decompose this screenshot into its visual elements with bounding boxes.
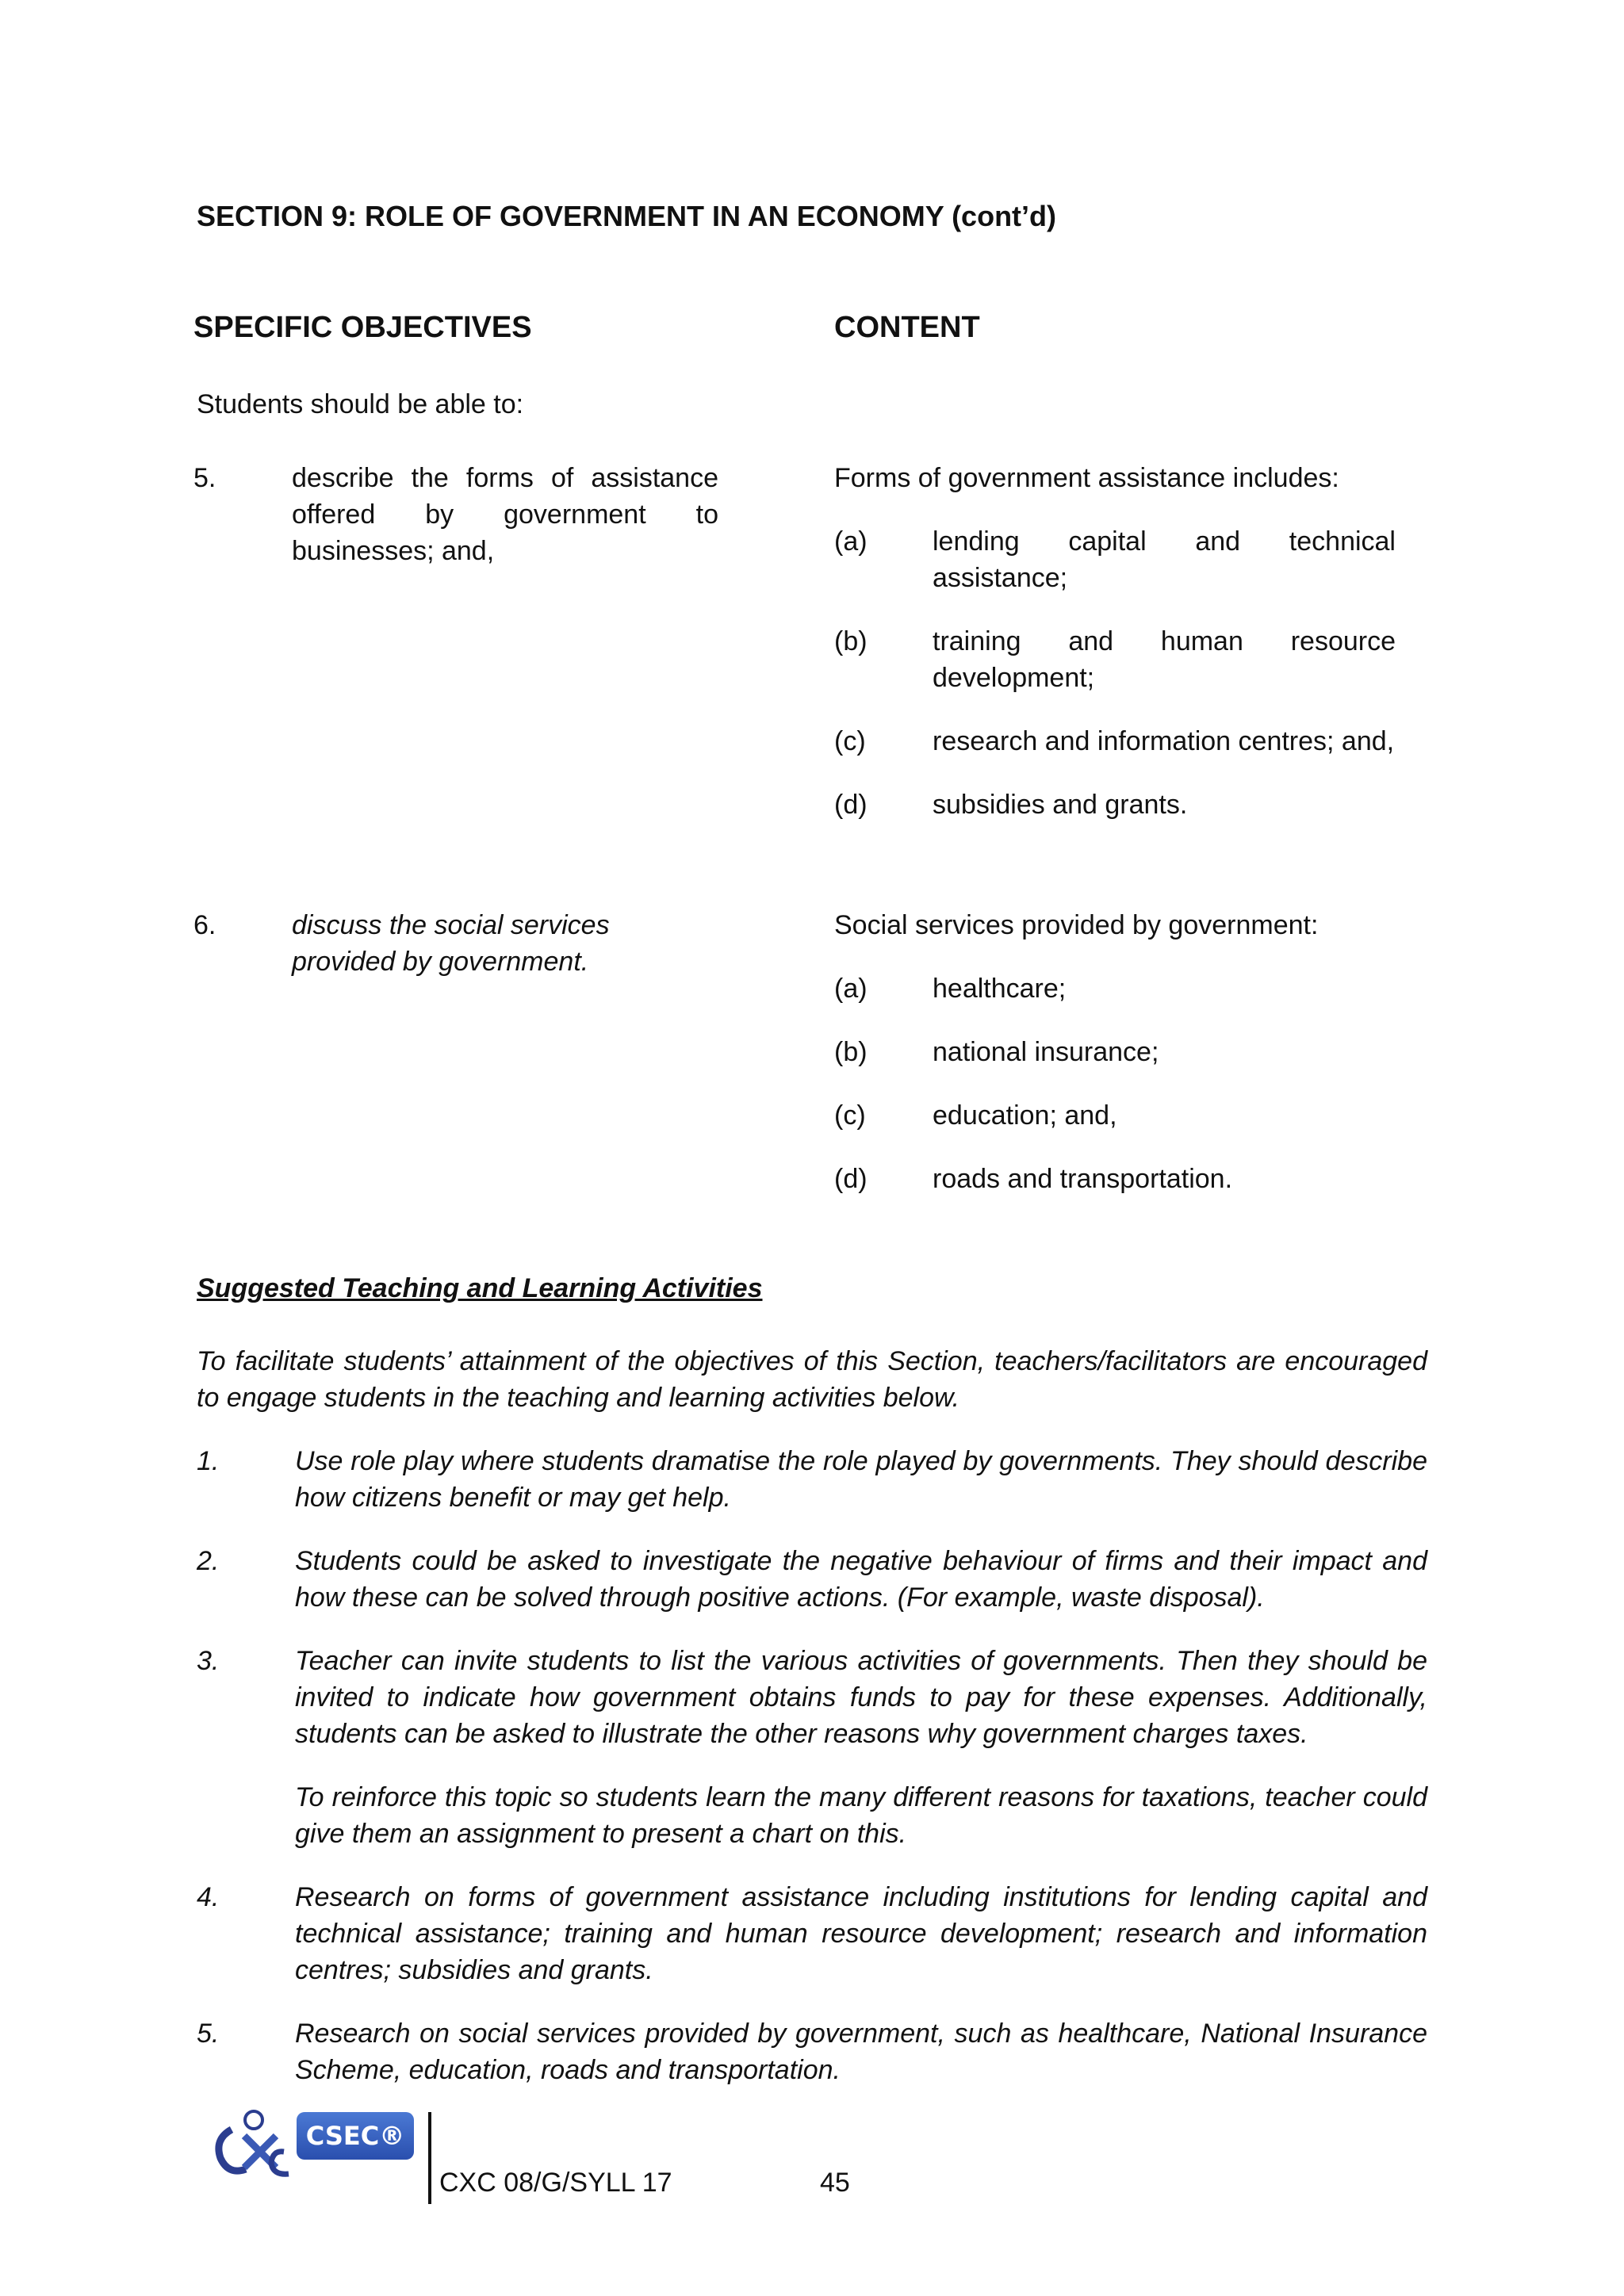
objective-item	[193, 907, 718, 980]
page-number: 45	[820, 2168, 850, 2198]
activity-number: 4.	[197, 1882, 220, 1912]
content-item-text: subsidies and grants.	[933, 790, 1188, 820]
content-item-text: healthcare;	[933, 974, 1067, 1004]
footer-divider	[428, 2112, 431, 2204]
activity-item	[197, 1443, 1427, 1516]
activity-number: 1.	[197, 1446, 220, 1476]
content-header: CONTENT	[834, 311, 980, 344]
activity-text: Research on forms of government assistance including institutions for lending capital and technical assistance; training and human resource development; research and information centres; subsidies and grants.	[295, 1882, 1427, 1985]
content-item-text: research and information centres; and,	[933, 726, 1395, 756]
content-item	[834, 1161, 1396, 1197]
content-item	[834, 970, 1396, 1007]
objective-text: discuss the social services provided by government.	[292, 910, 610, 977]
activities-heading: Suggested Teaching and Learning Activities	[197, 1273, 763, 1303]
csec-badge: CSEC®	[297, 2112, 414, 2160]
content-block-assistance	[834, 460, 1396, 823]
activities-section	[197, 1270, 1427, 2088]
objectives-header: SPECIFIC OBJECTIVES	[193, 311, 532, 344]
syllabus-code: CXC 08/G/SYLL 17	[439, 2168, 672, 2198]
activity-text: Research on social services provided by government, such as healthcare, National Insurance Scheme, education, roads and transportation.	[295, 2019, 1427, 2085]
activity-text: Use role play where students dramatise the role played by governments. They should describe how citizens benefit or may get help.	[295, 1446, 1427, 1513]
activity-number: 5.	[197, 2019, 220, 2049]
objective-text: describe the forms of assistance offered by government to businesses; and,	[292, 463, 718, 566]
cxc-logo-icon	[208, 2109, 301, 2182]
content-item-label: (b)	[834, 626, 868, 656]
activity-item	[197, 1543, 1427, 1616]
content-item	[834, 786, 1396, 823]
activity-extra-text: To reinforce this topic so students learn the many different reasons for taxations, teacher could give them an assignment to present a chart on this.	[295, 1782, 1427, 1849]
content-item-text: education; and,	[933, 1100, 1117, 1131]
activity-number: 2.	[197, 1546, 220, 1576]
content-item-label: (d)	[834, 1164, 868, 1194]
activity-text: Students could be asked to investigate the negative behaviour of firms and their impact and how these can be solved through positive actions. (For example, waste disposal).	[295, 1546, 1427, 1613]
content-item-label: (b)	[834, 1037, 868, 1067]
content-item-text: roads and transportation.	[933, 1164, 1233, 1194]
content-item-label: (c)	[834, 1100, 866, 1131]
cxc-logo	[208, 2109, 301, 2182]
activity-item	[197, 1879, 1427, 1988]
activity-item	[197, 2015, 1427, 2088]
content-item	[834, 1097, 1396, 1134]
objectives-intro: Students should be able to:	[197, 389, 524, 419]
content-item-text: lending capital and technical assistance;	[933, 526, 1396, 593]
content-item-text: national insurance;	[933, 1037, 1159, 1067]
objective-number: 5.	[193, 463, 216, 493]
content-block-social-services	[834, 907, 1396, 1197]
content-lead: Social services provided by government:	[834, 910, 1319, 940]
section-title: SECTION 9: ROLE OF GOVERNMENT IN AN ECONOMY (cont’d)	[197, 200, 1057, 232]
activity-text: Teacher can invite students to list the various activities of governments. Then they should be invited to indicate how government obtains funds to pay for these expenses. Additionally, students can be asked to illustrate the other reasons why government charges taxes.	[295, 1646, 1427, 1749]
content-item-label: (c)	[834, 726, 866, 756]
objective-item	[193, 460, 718, 569]
activity-item	[197, 1643, 1427, 1852]
cxc-logo-text	[208, 2109, 209, 2110]
content-item-text: training and human resource development;	[933, 626, 1396, 693]
content-item	[834, 723, 1396, 760]
objective-number: 6.	[193, 910, 216, 940]
content-item	[834, 623, 1396, 696]
content-item	[834, 523, 1396, 596]
content-item-label: (d)	[834, 790, 868, 820]
content-item	[834, 1034, 1396, 1070]
activities-intro: To facilitate students’ attainment of the objectives of this Section, teachers/facilitators are encouraged to engage students in the teaching and learning activities below.	[197, 1346, 1427, 1413]
activity-number: 3.	[197, 1646, 220, 1676]
content-item-label: (a)	[834, 526, 868, 557]
content-lead: Forms of government assistance includes:	[834, 463, 1339, 493]
content-item-label: (a)	[834, 974, 868, 1004]
